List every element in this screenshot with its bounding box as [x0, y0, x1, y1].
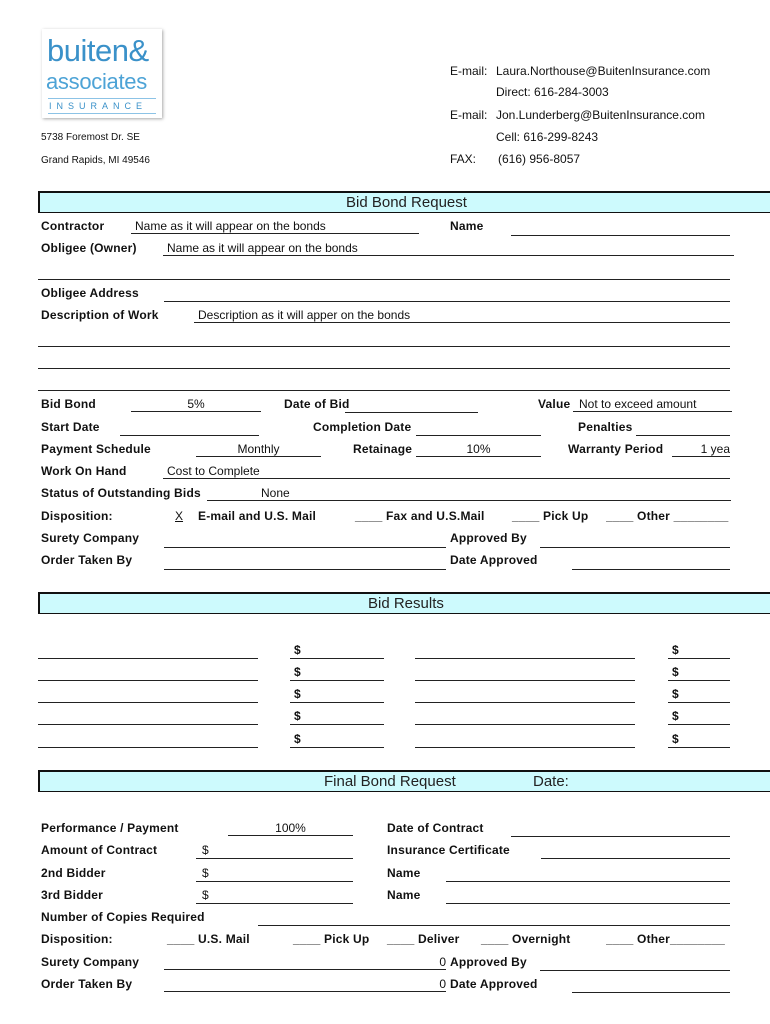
bid-result-bidder-field[interactable] — [38, 724, 258, 725]
bid-result-amount-field[interactable] — [290, 724, 384, 725]
final-disposition-usmail-option[interactable]: ____ U.S. Mail — [167, 932, 250, 946]
penalties-field[interactable] — [636, 435, 730, 436]
payment-schedule-label: Payment Schedule — [41, 442, 151, 456]
final-bond-request-title: Final Bond Request — [324, 773, 456, 790]
third-bidder-amount-field[interactable] — [196, 903, 353, 904]
final-order-taken-by-label: Order Taken By — [41, 977, 133, 991]
work-on-hand-field[interactable]: Cost to Complete — [163, 464, 730, 479]
obligee-address-field[interactable] — [164, 301, 730, 302]
logo-divider — [48, 98, 156, 99]
bid-result-dollar-sign: $ — [672, 732, 679, 746]
email-2[interactable]: Jon.Lunderberg@BuitenInsurance.com — [496, 108, 705, 122]
bid-result-amount-field[interactable] — [668, 658, 730, 659]
fax-label: FAX: — [450, 152, 477, 166]
performance-payment-label: Performance / Payment — [41, 821, 179, 835]
final-surety-company-field[interactable]: 0 — [164, 955, 446, 970]
email-label-2: E-mail: — [450, 108, 488, 122]
insurance-certificate-field[interactable] — [541, 858, 730, 859]
obligee-field-line[interactable] — [38, 279, 730, 280]
bid-result-bidder-field[interactable] — [415, 680, 635, 681]
third-bidder-label: 3rd Bidder — [41, 888, 104, 902]
obligee-address-label: Obligee Address — [41, 286, 139, 300]
second-bidder-name-label: Name — [387, 866, 421, 880]
bid-bond-request-title: Bid Bond Request — [346, 194, 467, 211]
retainage-field[interactable]: 10% — [416, 442, 541, 457]
bid-result-bidder-field[interactable] — [38, 680, 258, 681]
bid-result-amount-field[interactable] — [290, 702, 384, 703]
fax-number: (616) 956-8057 — [498, 152, 581, 166]
contractor-field[interactable]: Name as it will appear on the bonds — [131, 219, 419, 234]
disposition-email-option[interactable]: E-mail and U.S. Mail — [198, 509, 317, 523]
description-field[interactable]: Description as it will apper on the bonds — [194, 308, 730, 323]
bid-result-amount-field[interactable] — [668, 702, 730, 703]
bid-result-bidder-field[interactable] — [415, 747, 635, 748]
description-line[interactable] — [38, 368, 730, 369]
surety-company-label: Surety Company — [41, 531, 140, 545]
second-bidder-name-field[interactable] — [446, 881, 730, 882]
third-bidder-name-field[interactable] — [446, 903, 730, 904]
obligee-field[interactable]: Name as it will appear on the bonds — [163, 241, 734, 256]
third-bidder-name-label: Name — [387, 888, 421, 902]
bid-result-bidder-field[interactable] — [38, 747, 258, 748]
logo-text-insurance: INSURANCE — [49, 101, 148, 111]
obligee-label: Obligee (Owner) — [41, 241, 137, 255]
date-of-contract-label: Date of Contract — [387, 821, 484, 835]
bid-results-header — [38, 592, 770, 614]
number-of-copies-label: Number of Copies Required — [41, 910, 205, 924]
completion-date-label: Completion Date — [313, 420, 412, 434]
final-approved-by-field[interactable] — [540, 970, 730, 971]
value-label: Value — [538, 397, 571, 411]
start-date-label: Start Date — [41, 420, 100, 434]
disposition-fax-option[interactable]: ____ Fax and U.S.Mail — [355, 509, 485, 523]
bid-result-dollar-sign: $ — [294, 665, 301, 679]
date-of-bid-label: Date of Bid — [284, 397, 350, 411]
start-date-field[interactable] — [120, 435, 259, 436]
final-date-approved-field[interactable] — [572, 992, 730, 993]
final-disposition-pickup-option[interactable]: ____ Pick Up — [293, 932, 370, 946]
bid-results-title: Bid Results — [368, 595, 444, 612]
warranty-period-field[interactable]: 1 yea — [672, 442, 730, 457]
address-line-1: 5738 Foremost Dr. SE — [41, 132, 140, 143]
final-disposition-overnight-option[interactable]: ____ Overnight — [481, 932, 571, 946]
performance-payment-field[interactable]: 100% — [228, 821, 353, 836]
bid-result-dollar-sign: $ — [294, 709, 301, 723]
approved-by-label: Approved By — [450, 531, 527, 545]
bid-result-bidder-field[interactable] — [38, 702, 258, 703]
bid-result-amount-field[interactable] — [668, 680, 730, 681]
email-1[interactable]: Laura.Northouse@BuitenInsurance.com — [496, 64, 711, 78]
bid-bond-field[interactable]: 5% — [131, 397, 261, 412]
second-bidder-dollar-sign: $ — [202, 866, 209, 880]
bid-result-dollar-sign: $ — [294, 732, 301, 746]
bid-result-bidder-field[interactable] — [38, 658, 258, 659]
disposition-pickup-option[interactable]: ____ Pick Up — [512, 509, 589, 523]
final-disposition-other-option[interactable]: ____ Other________ — [606, 932, 726, 946]
bid-result-dollar-sign: $ — [672, 643, 679, 657]
email-label-1: E-mail: — [450, 64, 488, 78]
bid-result-dollar-sign: $ — [672, 709, 679, 723]
final-date-label: Date: — [533, 773, 569, 790]
surety-company-field[interactable] — [164, 547, 446, 548]
bid-result-bidder-field[interactable] — [415, 724, 635, 725]
description-line[interactable] — [38, 346, 730, 347]
date-of-bid-field[interactable] — [345, 412, 478, 413]
payment-schedule-field[interactable]: Monthly — [196, 442, 321, 457]
company-logo — [42, 29, 162, 118]
bid-result-dollar-sign: $ — [672, 665, 679, 679]
address-line-2: Grand Rapids, MI 49546 — [41, 155, 150, 166]
final-date-approved-label: Date Approved — [450, 977, 538, 991]
date-approved-field[interactable] — [572, 569, 730, 570]
status-outstanding-bids-field[interactable]: None — [207, 486, 731, 501]
penalties-label: Penalties — [578, 420, 633, 434]
value-field[interactable]: Not to exceed amount — [573, 397, 732, 412]
bid-result-dollar-sign: $ — [294, 687, 301, 701]
order-taken-by-label: Order Taken By — [41, 553, 133, 567]
third-bidder-dollar-sign: $ — [202, 888, 209, 902]
bid-result-amount-field[interactable] — [668, 747, 730, 748]
amount-dollar-sign: $ — [202, 843, 209, 857]
bid-result-amount-field[interactable] — [290, 747, 384, 748]
insurance-certificate-label: Insurance Certificate — [387, 843, 510, 857]
amount-of-contract-label: Amount of Contract — [41, 843, 158, 857]
date-approved-label: Date Approved — [450, 553, 538, 567]
final-disposition-deliver-option[interactable]: ____ Deliver — [387, 932, 460, 946]
bid-bond-label: Bid Bond — [41, 397, 96, 411]
second-bidder-label: 2nd Bidder — [41, 866, 106, 880]
name-field[interactable] — [511, 235, 730, 236]
completion-date-field[interactable] — [416, 435, 541, 436]
bid-result-dollar-sign: $ — [672, 687, 679, 701]
disposition-label: Disposition: — [41, 509, 113, 523]
bid-result-amount-field[interactable] — [668, 724, 730, 725]
final-bond-request-header — [38, 770, 770, 792]
approved-by-field[interactable] — [540, 547, 730, 548]
final-order-taken-by-field[interactable]: 0 — [164, 977, 446, 992]
description-label: Description of Work — [41, 308, 159, 322]
order-taken-by-field[interactable] — [164, 569, 446, 570]
bid-result-bidder-field[interactable] — [415, 702, 635, 703]
amount-of-contract-field[interactable] — [196, 858, 353, 859]
cell-phone: Cell: 616-299-8243 — [496, 130, 599, 144]
status-outstanding-bids-label: Status of Outstanding Bids — [41, 486, 201, 500]
logo-text-buiten: buiten& — [47, 33, 149, 68]
warranty-period-label: Warranty Period — [568, 442, 664, 456]
direct-phone: Direct: 616-284-3003 — [496, 85, 609, 99]
description-line[interactable] — [38, 390, 730, 391]
number-of-copies-field[interactable] — [258, 925, 730, 926]
bid-result-bidder-field[interactable] — [415, 658, 635, 659]
final-disposition-label: Disposition: — [41, 932, 113, 946]
bid-result-amount-field[interactable] — [290, 658, 384, 659]
name-label: Name — [450, 219, 484, 233]
disposition-email-checkbox[interactable]: X — [175, 509, 184, 523]
work-on-hand-label: Work On Hand — [41, 464, 127, 478]
retainage-label: Retainage — [353, 442, 413, 456]
disposition-other-option[interactable]: ____ Other ________ — [606, 509, 729, 523]
bid-bond-request-header — [38, 191, 770, 213]
second-bidder-amount-field[interactable] — [196, 881, 353, 882]
contractor-label: Contractor — [41, 219, 105, 233]
final-approved-by-label: Approved By — [450, 955, 527, 969]
bid-result-amount-field[interactable] — [290, 680, 384, 681]
logo-divider — [48, 113, 156, 114]
logo-text-associates: associates — [46, 69, 147, 94]
bid-result-dollar-sign: $ — [294, 643, 301, 657]
date-of-contract-field[interactable] — [511, 836, 730, 837]
final-surety-company-label: Surety Company — [41, 955, 140, 969]
